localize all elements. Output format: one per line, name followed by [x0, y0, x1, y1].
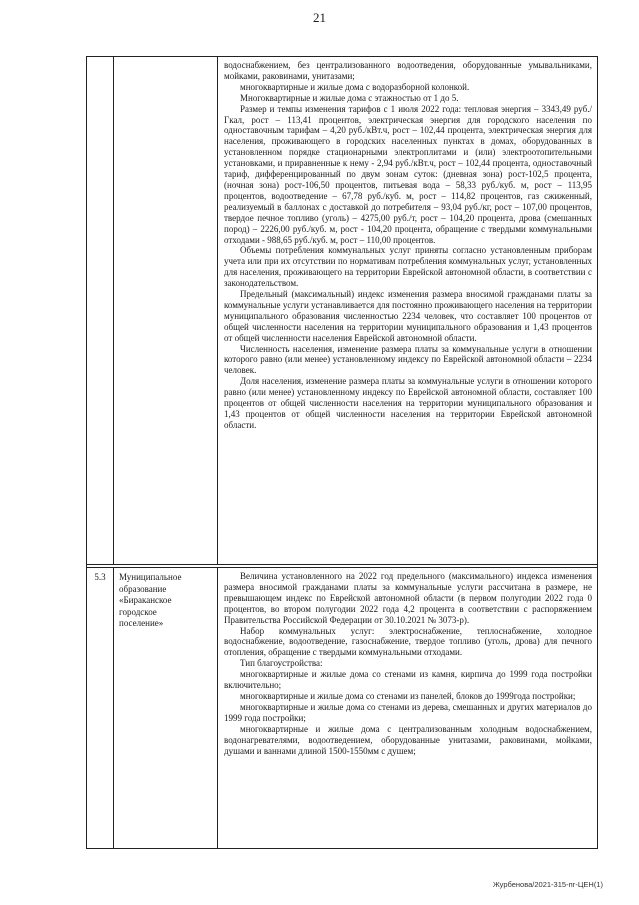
paragraph: Величина установленного на 2022 год предельного (максимального) индекса изменения размера вносимой гражданами платы за коммунальные услуги рассчитана в размере, не превышающем индекс по Еврейской автономной области (в первом полугодии 2022 года 0 процентов, во втором полугодии 2022 года 4,2 процента в соответствии с распоряжением Правительства Российской Федерации от 30.10.2021 № 3073-р). [224, 571, 592, 625]
paragraph: Численность населения, изменение размера платы за коммунальные услуги в отношении которого равно (или менее) установленному индексу по Еврейской автономной области – 2234 человек. [224, 343, 592, 376]
paragraph: многоквартирные и жилые дома с централизованным холодным водоснабжением, водонагревателями, водоотведением, оборудованные унитазами, раковинами, мойками, душами и ваннами длиной 1500-1550мм с душем; [224, 723, 592, 756]
row-number: 5.3 [94, 572, 106, 582]
name-line: поселение» [119, 618, 164, 628]
table-row [87, 568, 597, 848]
paragraph: Предельный (максимальный) индекс изменения размера вносимой гражданами платы за коммунальные услуги устанавливается для постоянно проживающего населения на территории муниципального образования численностью 2234 человек, что составляет 100 процентов от общей численности населения на территории муниципального образования и 1,43 процентов от общей численности населения Еврейской автономной области. [224, 289, 592, 343]
row-content [224, 571, 592, 756]
table-row [87, 57, 597, 564]
name-line: городское [119, 606, 157, 617]
paragraph: водоснабжением, без централизованного водоотведения, оборудованные умывальниками, мойками, раковинами, унитазами; [224, 60, 592, 81]
row-content [224, 60, 592, 431]
paragraph: Набор коммунальных услуг: электроснабжение, теплоснабжение, холодное водоснабжение, водоотведение, газоснабжение, твердое топливо (уголь, дрова) для печного отопления, обращение с твердыми коммунальными отходами. [224, 625, 592, 658]
name-line: образование [119, 583, 167, 594]
paragraph: многоквартирные и жилые дома со стенами из панелей, блоков до 1999года постройки; [240, 690, 576, 701]
name-line: «Бираканское [119, 595, 172, 605]
document-footer: Журбенова/2021-315-пг-ЦЕН(1) [492, 880, 603, 889]
paragraph: Тип благоустройства: [240, 658, 323, 669]
paragraph: многоквартирные и жилые дома с водоразборной колонкой. [240, 81, 470, 92]
paragraph: Объемы потребления коммунальных услуг приняты согласно установленным приборам учета или при их отсутствии по нормативам потребления коммунальных услуг, установленных для населения, проживающего на территории Еврейской автономной области, в соответствии с законодательством. [224, 245, 592, 289]
page-number: 21 [313, 10, 326, 25]
paragraph: многоквартирные и жилые дома со стенами из дерева, смешанных и других материалов до 1999 года постройки; [224, 701, 592, 723]
municipality-name [119, 572, 213, 630]
paragraph: Размер и темпы изменения тарифов с 1 июля 2022 года: тепловая энергия – 3343,49 руб./Гкал, рост – 113,41 процентов, электрическая энергия для городского населения по одноставочным тарифам – 4,20 руб./кВт.ч, рост – 102,44 процента, электрическая энергия для населения, проживающего в городских населенных пунктах в домах, оборудованных в установленном порядке стационарными электроплитами и (или) электроотопительными установками, и приравненные к нему - 2,94 руб./кВт.ч, рост – 102,44 процента, одноставочный тариф, дифференцированный по двум зонам суток: (дневная зона) рост-102,5 процента, (ночная зона) рост-106,50 процентов, питьевая вода – 58,33 руб./куб. м, рост – 113,95 процентов, водоотведение – 67,78 руб./куб. м, рост – 114,82 процентов, газ сжиженный, реализуемый в баллонах с доставкой до потребителя – 93,04 руб./кг, рост – 107,00 процентов, твердое печное топливо (уголь) – 4275,00 руб./т, рост – 104,20 процента, дрова (смешанных пород) – 2226,00 руб./куб. м, рост - 104,20 процента, обращение с твердыми коммунальными отходами - 988,65 руб./куб. м, рост – 110,00 процентов. [224, 103, 592, 245]
paragraph: многоквартирные и жилые дома со стенами из камня, кирпича до 1999 года постройки включительно; [224, 669, 592, 691]
paragraph: Доля населения, изменение размера платы за коммунальные услуги в отношении которого равно (или менее) установленному индексу по Еврейской автономной области, составляет 100 процентов от общей численности населения на территории муниципального образования и 1,43 процентов от общей численности населения на территории Еврейской автономной области. [224, 376, 592, 430]
tariff-table [86, 56, 598, 849]
paragraph: Многоквартирные и жилые дома с этажностью от 1 до 5. [240, 92, 459, 103]
name-line: Муниципальное [119, 572, 182, 582]
